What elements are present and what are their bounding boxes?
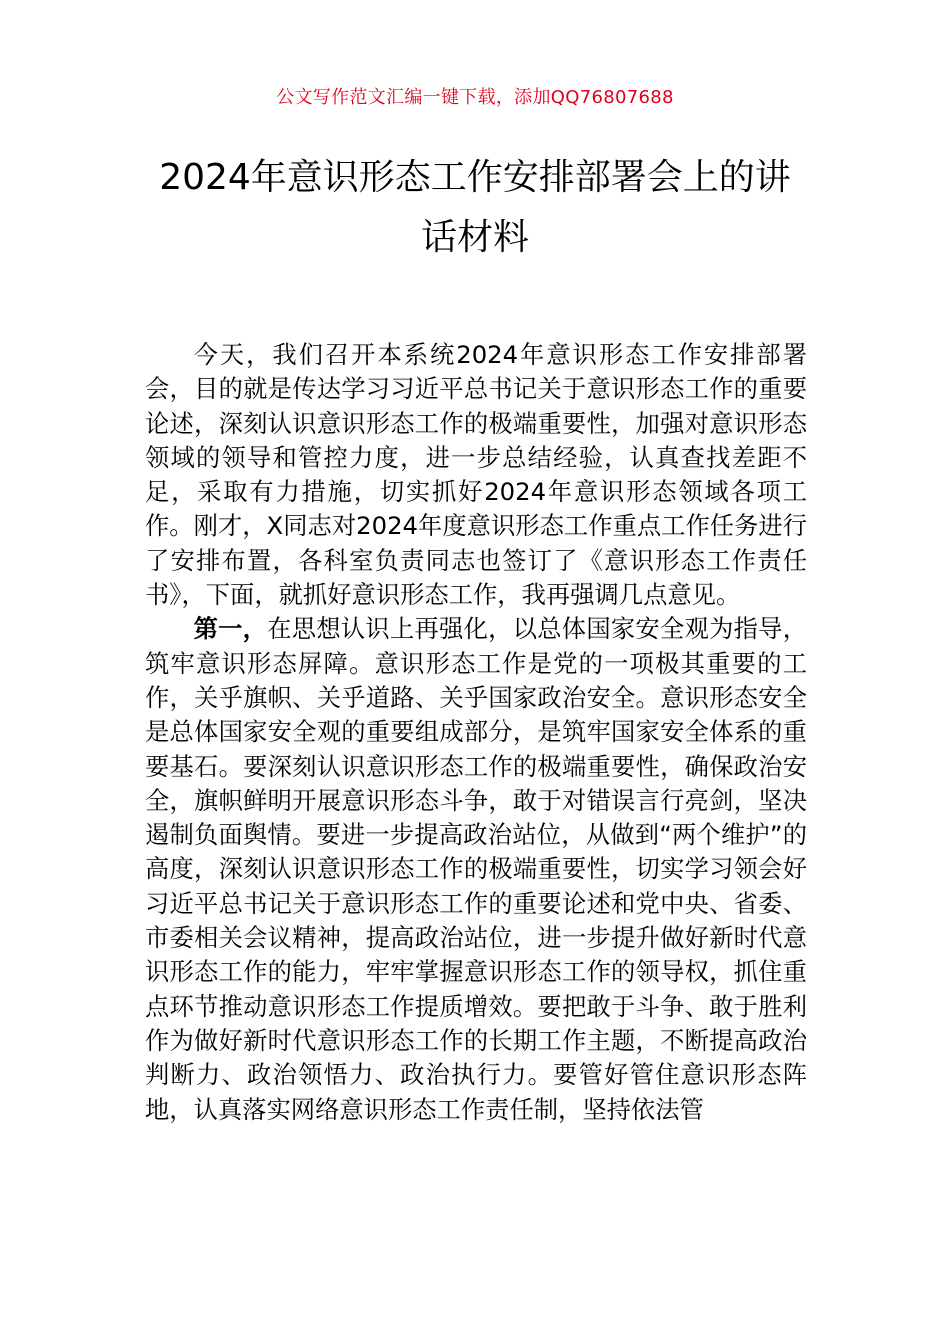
paragraph-intro: 今天，我们召开本系统2024年意识形态工作安排部署会，目的就是传达学习习近平总书记关于意识形态工作的重要论述，深刻认识意识形态工作的极端重要性，加强对意识形态领域的领导和管控力度，进一步总结经验，认真查找差距不足，采取有力措施，切实抓好2024年意识形态领域各项工作。刚才，X同志对2024年度意识形态工作重点工作任务进行了安排布置，各科室负责同志也签订了《意识形态工作责任书》，下面，就抓好意识形态工作，我再强调几点意见。 xyxy=(145,340,807,610)
document-title: 2024年意识形态工作安排部署会上的讲话材料 xyxy=(159,157,791,258)
document-body xyxy=(145,338,807,1127)
paragraph-text: 在思想认识上再强化，以总体国家安全观为指导，筑牢意识形态屏障。意识形态工作是党的一项极其重要的工作，关乎旗帜、关乎道路、关乎国家政治安全。意识形态安全是总体国家安全观的重要组成部分，是筑牢国家安全体系的重要基石。要深刻认识意识形态工作的极端重要性，确保政治安全，旗帜鲜明开展意识形态斗争，敢于对错误言行亮剑，坚决遏制负面舆情。要进一步提高政治站位，从做到“两个维护”的高度，深刻认识意识形态工作的极端重要性，切实学习领会好习近平总书记关于意识形态工作的重要论述和党中央、省委、市委相关会议精神，提高政治站位，进一步提升做好新时代意识形态工作的能力，牢牢掌握意识形态工作的领导权，抓住重点环节推动意识形态工作提质增效。要把敢于斗争、敢于胜利作为做好新时代意识形态工作的长期工作主题，不断提高政治判断力、政治领悟力、政治执行力。要管好管住意识形态阵地，认真落实网络意识形态工作责任制，坚持依法管 xyxy=(145,614,807,1124)
paragraph-lead: 第一， xyxy=(193,614,268,644)
paragraph-first-point xyxy=(145,612,807,1126)
download-note: 公文写作范文汇编一键下载，添加QQ76807688 xyxy=(276,87,674,108)
